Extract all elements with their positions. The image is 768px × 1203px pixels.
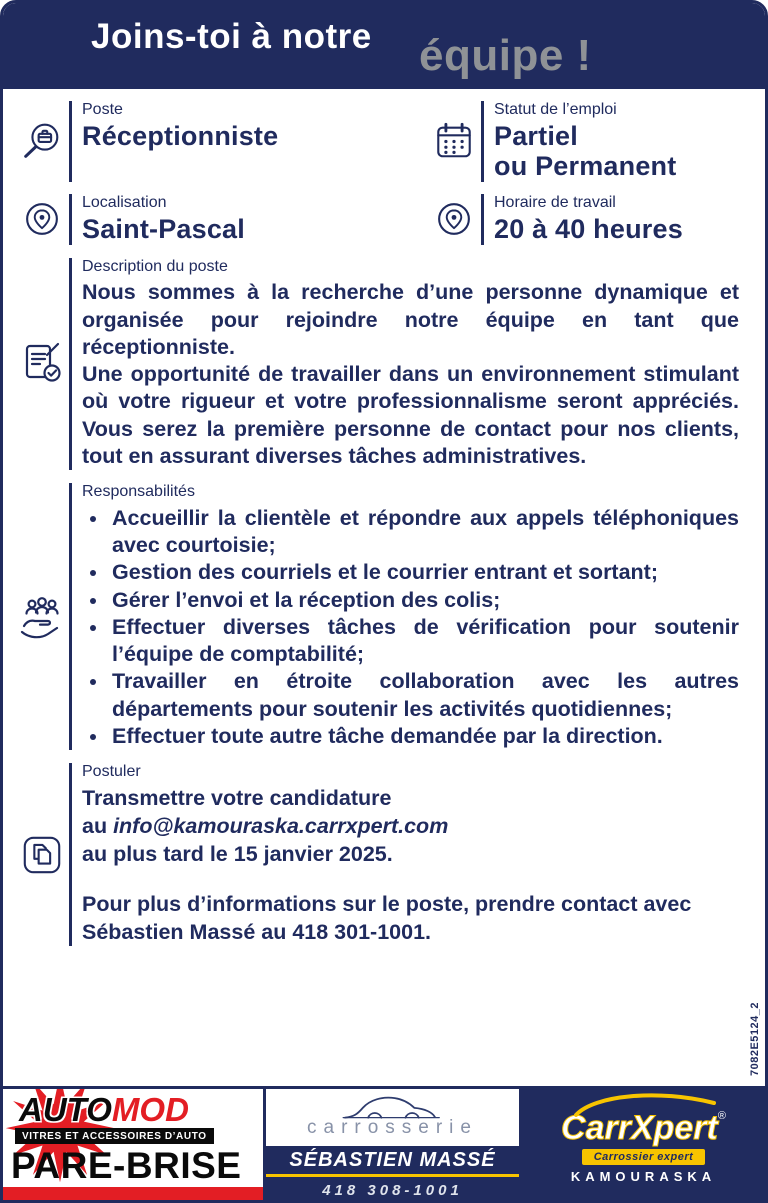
description-paragraph: Nous sommes à la recherche d’une personne dynamique et organisée pour rejoindre notre équipe en tant que réceptionniste. bbox=[82, 280, 739, 359]
section-apply bbox=[15, 763, 739, 946]
horaire-value: 20 à 40 heures bbox=[494, 214, 683, 245]
description-label: Description du poste bbox=[82, 257, 228, 275]
carrxpert-brand-text: CarrXpert bbox=[561, 1109, 718, 1147]
carrosserie-masse-logo bbox=[263, 1089, 519, 1200]
horaire-label: Horaire de travail bbox=[494, 193, 616, 211]
carrxpert-wordmark bbox=[522, 1089, 765, 1145]
info-body-poste bbox=[69, 101, 427, 182]
description-paragraph: Une opportunité de travailler dans un environnement stimulant où votre rigueur et votre professionnalisme seront appréciés. Vous serez la première personne de contact pour nos clients, tout en assurant diverses tâches administratives. bbox=[82, 362, 739, 469]
responsibility-item: • Travailler en étroite collaboration avec les autres départements pour soutenir les activités quotidiennes; bbox=[109, 668, 739, 723]
document-pen-check-icon bbox=[15, 258, 69, 470]
statut-value-line1: Partiel bbox=[494, 121, 578, 152]
info-grid bbox=[15, 101, 739, 245]
info-body-horaire bbox=[481, 194, 739, 245]
poster-body bbox=[3, 89, 765, 1079]
automod-logo bbox=[3, 1089, 263, 1200]
carrxpert-region: KAMOURASKA bbox=[570, 1169, 717, 1184]
magnifier-briefcase-icon bbox=[15, 101, 69, 182]
localisation-value: Saint-Pascal bbox=[82, 214, 245, 245]
responsibilities-label: Responsabilités bbox=[82, 483, 195, 501]
apply-line3 bbox=[82, 841, 739, 869]
poste-value: Réceptionniste bbox=[82, 121, 279, 152]
sponsor-logos-bar bbox=[3, 1086, 765, 1200]
apply-line2-prefix: au bbox=[82, 813, 114, 838]
automod-product: PARE-BRISE bbox=[11, 1145, 242, 1186]
calendar-icon bbox=[427, 101, 481, 182]
carrxpert-logo bbox=[519, 1089, 765, 1200]
info-block-poste bbox=[15, 101, 427, 182]
registered-mark: ® bbox=[717, 1110, 726, 1122]
apply-contact: Pour plus d’informations sur le poste, prendre contact avec Sébastien Massé au 418 301-1001. bbox=[82, 891, 692, 944]
responsibilities-body bbox=[69, 483, 739, 750]
statut-label: Statut de l’emploi bbox=[494, 101, 617, 118]
localisation-label: Localisation bbox=[82, 193, 167, 211]
section-responsibilities bbox=[15, 483, 739, 750]
responsibility-item: • Effectuer diverses tâches de vérification pour soutenir l’équipe de comptabilité; bbox=[109, 614, 739, 669]
apply-label: Postuler bbox=[82, 763, 141, 781]
info-body-localisation bbox=[69, 194, 427, 245]
automod-brand bbox=[19, 1093, 263, 1126]
info-block-statut bbox=[427, 101, 739, 182]
header-title-line2: équipe ! bbox=[419, 31, 592, 80]
description-body bbox=[69, 258, 739, 470]
apply-line3-suffix: . bbox=[386, 841, 393, 866]
responsibility-item: • Effectuer toute autre tâche demandée par la direction. bbox=[109, 723, 739, 750]
automod-brand-part2: MOD bbox=[111, 1091, 189, 1128]
carrxpert-tagline: Carrossier expert bbox=[582, 1149, 706, 1165]
responsibility-item: • Gérer l’envoi et la réception des colis; bbox=[109, 587, 739, 614]
apply-body bbox=[69, 763, 739, 946]
automod-tagline: VITRES ET ACCESSOIRES D’AUTO bbox=[15, 1128, 214, 1144]
info-body-statut bbox=[481, 101, 739, 182]
apply-email: info@kamouraska.carrxpert.com bbox=[113, 813, 449, 838]
masse-name: SÉBASTIEN MASSÉ bbox=[266, 1146, 519, 1177]
statut-value-line2: ou Permanent bbox=[494, 151, 677, 182]
print-code: 7082E5124_2 bbox=[749, 1001, 761, 1076]
masse-phone: 418 308-1001 bbox=[266, 1177, 519, 1200]
map-pin-circle-icon bbox=[427, 194, 481, 245]
automod-brand-part1: AUTO bbox=[19, 1091, 112, 1128]
documents-icon bbox=[15, 763, 69, 946]
responsibility-item: • Gestion des courriels et le courrier entrant et sortant; bbox=[109, 559, 739, 586]
map-pin-circle-icon bbox=[15, 194, 69, 245]
header-banner bbox=[3, 3, 765, 89]
apply-deadline: 15 janvier 2025 bbox=[233, 841, 387, 866]
responsibility-item: • Accueillir la clientèle et répondre aux appels téléphoniques avec courtoisie; bbox=[109, 505, 739, 560]
responsibilities-list bbox=[82, 505, 739, 751]
info-block-localisation bbox=[15, 194, 427, 245]
poste-label: Poste bbox=[82, 101, 123, 118]
section-description bbox=[15, 258, 739, 470]
yellow-swoosh-icon bbox=[564, 1091, 724, 1117]
apply-line3-prefix: au plus tard le bbox=[82, 841, 234, 866]
apply-line1: Transmettre votre candidature bbox=[82, 785, 392, 810]
team-hand-icon bbox=[15, 483, 69, 750]
info-block-horaire bbox=[427, 194, 739, 245]
masse-logo-top bbox=[266, 1089, 519, 1146]
automod-red-bar bbox=[3, 1187, 263, 1200]
apply-line2 bbox=[82, 813, 739, 841]
header-title-line1: Joins-toi à notre bbox=[91, 17, 372, 56]
masse-word: carrosserie bbox=[307, 1117, 478, 1138]
